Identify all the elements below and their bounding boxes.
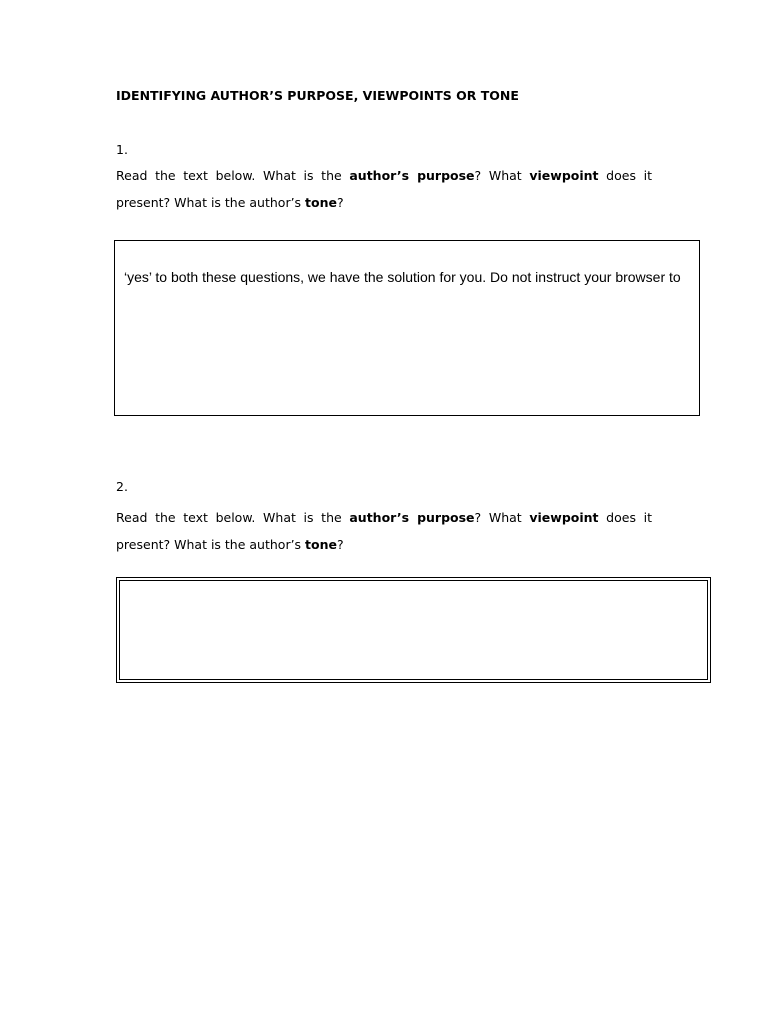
question-2-prompt [116, 504, 652, 558]
question-1-passage-box [114, 240, 700, 416]
question-2-number: 2. [116, 479, 128, 494]
author-purpose-term: author’s purpose [349, 510, 475, 525]
page-title: IDENTIFYING AUTHOR’S PURPOSE, VIEWPOINTS OR TONE [116, 88, 519, 103]
question-1-passage-text: ‘yes’ to both these questions, we have the solution for you. Do not instruct your browser to [124, 269, 681, 285]
tone-term: tone [305, 537, 337, 552]
question-2-passage-box-inner-border [119, 580, 708, 680]
viewpoint-term: viewpoint [529, 510, 599, 525]
tone-term: tone [305, 195, 337, 210]
question-1-prompt-line-2: present? What is the author’s tone? [116, 195, 344, 210]
question-1-prompt [116, 162, 652, 216]
question-2-prompt-line-1: Read the text below. What is the author’s purpose? What viewpoint does it [116, 510, 652, 525]
question-2-prompt-line-2: present? What is the author’s tone? [116, 537, 344, 552]
question-1-number: 1. [116, 142, 128, 157]
question-2-passage-box [116, 577, 711, 683]
question-1-prompt-line-1: Read the text below. What is the author’s purpose? What viewpoint does it [116, 168, 652, 183]
viewpoint-term: viewpoint [529, 168, 599, 183]
author-purpose-term: author’s purpose [349, 168, 475, 183]
